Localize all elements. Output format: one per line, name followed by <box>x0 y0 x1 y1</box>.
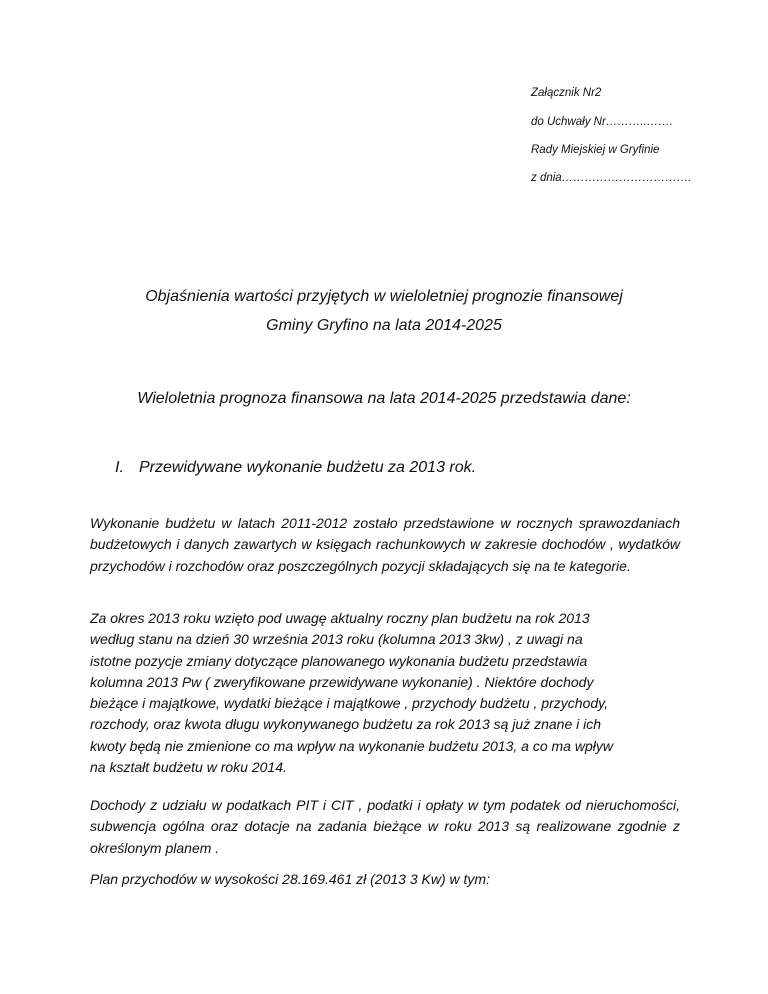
resolution-date: z dnia……………………………. <box>531 172 692 184</box>
council-name: Rady Miejskiej w Gryfinie <box>531 144 660 156</box>
document-title-line-1: Objaśnienia wartości przyjętych w wieloletniej prognozie finansowej <box>145 288 623 305</box>
document-title-line-2: Gminy Gryfino na lata 2014-2025 <box>266 317 502 334</box>
attachment-number: Załącznik Nr2 <box>531 87 602 99</box>
paragraph-2013-plan: Za okres 2013 roku wzięto pod uwagę aktualny roczny plan budżetu na rok 2013 według stanu na dzień 30 września 2013 roku (kolumna 2013 3kw) , z uwagi na istotne pozycje zmiany dotyczące planowanego wykonania budżetu przedstawia kolumna 2013 Pw ( zweryfikowane przewidywane wykonanie) . Niektóre dochody bieżące i majątkowe, wydatki bieżące i majątkowe , przychody budżetu , przychody, rozchody, oraz kwota długu wykonywanego budżetu za rok 2013 są już znane i ich kwoty będą nie zmienione co ma wpływ na wykonanie budżetu 2013, a co ma wpływ na kształt budżetu w roku 2014. <box>90 610 613 776</box>
resolution-number: do Uchwały Nr………..……. <box>531 116 673 128</box>
section-heading <box>115 458 476 478</box>
paragraph-income-plan: Plan przychodów w wysokości 28.169.461 zł (2013 3 Kw) w tym: <box>90 871 490 887</box>
section-number: I. <box>115 459 124 476</box>
paragraph-revenues: Dochody z udziału w podatkach PIT i CIT , podatki i opłaty w tym podatek od nieruchomości, subwencja ogólna oraz dotacje na zadania bieżące w roku 2013 są realizowane zgodnie z określonym planem . <box>90 797 680 856</box>
paragraph-budget-execution: Wykonanie budżetu w latach 2011-2012 zostało przedstawione w rocznych sprawozdaniach budżetowych i danych zawartych w księgach rachunkowych w zakresie dochodów , wydatków przychodów i rozchodów oraz poszczególnych pozycji składających się na te kategorie. <box>90 515 680 574</box>
intro-statement: Wieloletnia prognoza finansowa na lata 2014-2025 przedstawia dane: <box>137 390 631 407</box>
section-title: Przewidywane wykonanie budżetu za 2013 rok. <box>139 459 477 476</box>
